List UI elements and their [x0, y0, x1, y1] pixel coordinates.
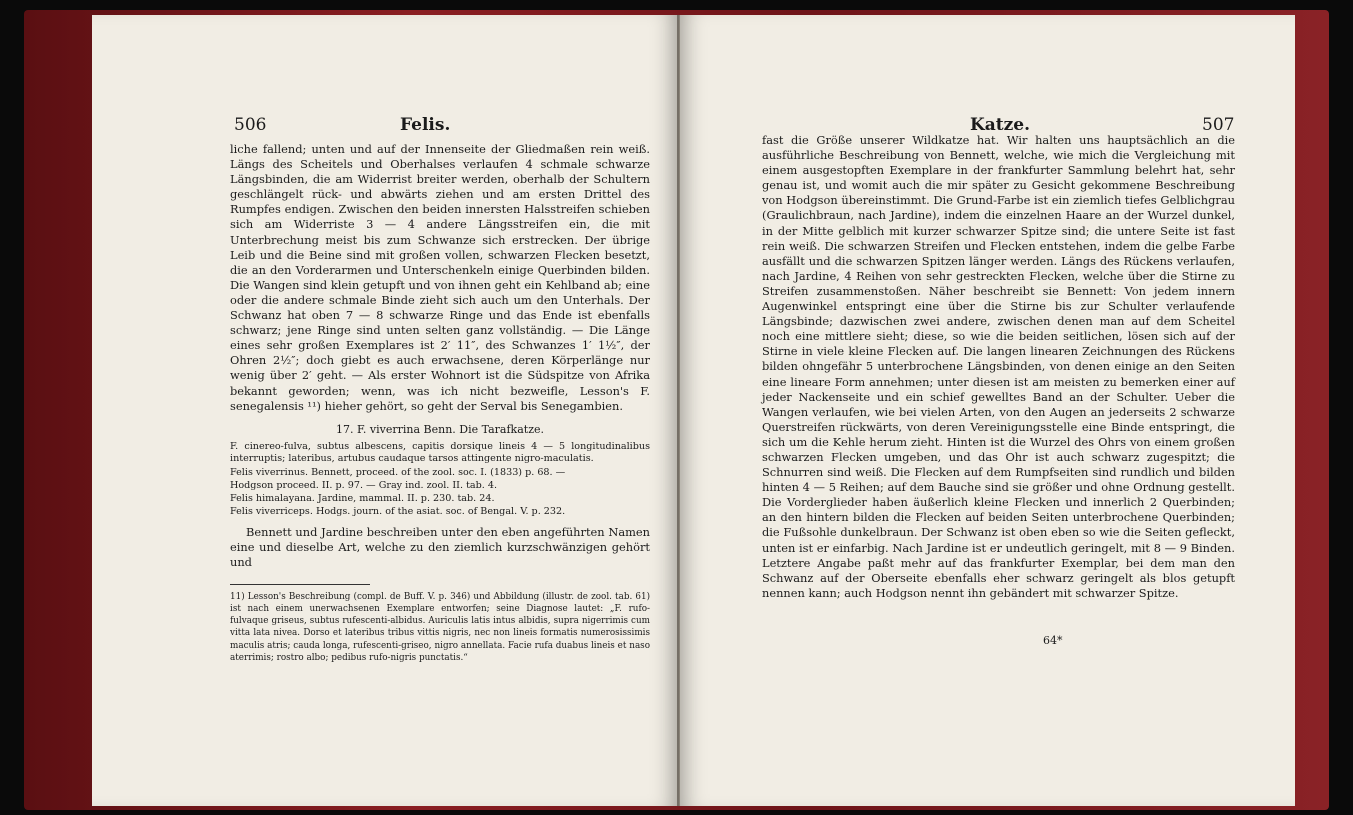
right-body: [762, 133, 1235, 601]
left-paragraph-2: Bennett und Jardine beschreiben unter den eben angeführten Namen eine und dieselbe Art, welche zu den ziemlich kurzschwänzigen gehört und: [230, 524, 650, 569]
right-running-head: Katze.: [970, 115, 1031, 135]
right-paragraph: fast die Größe unserer Wildkatze hat. Wir halten uns hauptsächlich an die ausführliche Beschreibung von Bennett, welche, wie mich die Vergleichung mit einem ausgestopften Exemplare in der frankfurter Sammlung belehrt hat, sehr genau ist, und womit auch die mir später zu Gesicht gekommene Beschreibung von Hodgson übereinstimmt. Die Grund-Farbe ist ein ziemlich tiefes Gelblichgrau (Graulichbraun, nach Jardine), indem die einzelnen Haare an der Wurzel dunkel, in der Mitte gelblich mit kurzer schwarzer Spitze sind; die untere Seite ist fast rein weiß. Die schwarzen Streifen und Flecken entstehen, indem die gelbe Farbe ausfällt und die schwarzen Spitzen länger werden. Längs des Rückens verlaufen, nach Jardine, 4 Reihen von sehr gestreckten Flecken, welche über die Stirne zu Streifen zusammenstoßen. Näher beschreibt sie Bennett: Von jedem innern Augenwinkel entspringt eine über die Stirne bis zur Schulter verlaufende Längsbinde; dazwischen zwei andere, zwischen denen man auf dem Scheitel noch eine mittlere sieht; diese, so wie die beiden seitlichen, lösen sich auf der Stirne in viele kleine Flecken auf. Die langen linearen Zeichnungen des Rückens bilden ohngefähr 5 unterbrochene Längsbinden, von denen einige an den Seiten eine lineare Form annehmen; unter diesen ist am meisten zu bemerken einer auf jeder Nackenseite und ein schief gewelltes Band an der Schulter. Ueber die Wangen verlaufen, wie bei vielen Arten, von den Augen an jederseits 2 schwarze Querstreifen rückwärts, von deren Vereinigungsstelle eine Binde entspringt, die sich um die Kehle herum zieht. Hinten ist die Wurzel des Ohrs von einem großen schwarzen Flecken umgeben, und das Ohr ist auch schwarz zugespitzt; die Schnurren sind weiß. Die Flecken auf dem Rumpfseiten sind rundlich und bilden hinten 4 — 5 Reihen; auf dem Bauche sind sie größer und ohne Ordnung gestellt. Die Vorderglieder haben äußerlich kleine Flecken und innerlich 2 Querbinden; an den hintern bilden die Flecken auf beiden Seiten unterbrochene Querbinden; die Fußsohle dunkelbraun. Der Schwanz ist oben eben so wie die Seiten gefleckt, unten ist er einfarbig. Nach Jardine ist er undeutlich geringelt, mit 8 — 9 Binden. Letztere Angabe paßt mehr auf das frankfurter Exemplar, bei dem man den Schwanz auf der Oberseite ebenfalls eher schwarz geringelt als blos getupft nennen kann; auch Hodgson nennt ihn gebändert mit schwarzer Spitze.: [762, 133, 1235, 600]
diagnosis: F. cinereo-fulva, subtus albescens, capitis dorsique lineis 4 — 5 longitudinalibus interruptis; lateribus, artubus caudaque tarsos attingente nigro-maculatis.: [230, 440, 650, 465]
footnote: 11) Lesson's Beschreibung (compl. de Buff. V. p. 346) und Abbildung (illustr. de zool. tab. 61) ist nach einem unerwachsenen Exemplare entworfen; seine Diagnose lautet: „F. rufo-fulvaque griseus, subtus rufescenti-albidus. Auriculis latis intus albidis, supra nigerrimis cum vitta lata nivea. Dorso et lateribus tribus vittis nigris, nec non lineis formatis numerosissimis maculis atris; cauda longa, rufescenti-griseo, nigro annellata. Facie rufa duabus lineis et naso aterrimis; rostro albo; pedibus rufo-nigris punctatis.“: [230, 591, 650, 663]
section-heading: 17. F. viverrina Benn. Die Tarafkatze.: [335, 422, 544, 436]
signature-mark: 64*: [1043, 634, 1063, 647]
synonym-entry: Hodgson proceed. II. p. 97. — Gray ind. zool. II. tab. 4.: [230, 479, 498, 491]
right-page-number: 507: [1202, 115, 1235, 135]
synonym-entry: Felis viverriceps. Hodgs. journ. of the asiat. soc. of Bengal. V. p. 232.: [230, 506, 566, 518]
synonym-entry: Felis himalayana. Jardine, mammal. II. p. 230. tab. 24.: [230, 493, 495, 505]
left-page: [92, 15, 677, 806]
synonym-list: [230, 466, 650, 519]
left-body: [230, 142, 650, 664]
right-page: [680, 15, 1295, 806]
synonym-entry: Felis viverrinus. Bennett, proceed. of the zool. soc. I. (1833) p. 68. —: [230, 466, 566, 478]
left-page-number: 506: [234, 115, 267, 135]
left-running-head: Felis.: [400, 115, 451, 135]
left-paragraph-1: liche fallend; unten und auf der Innenseite der Gliedmaßen rein weiß. Längs des Scheitels und Oberhalses verlaufen 4 schmale schwarze Längsbinden, die am Widerrist breiter werden, oberhalb der Schultern geschlängelt rück- und abwärts ziehen und am ersten Drittel des Rumpfes endigen. Zwischen den beiden innersten Halsstreifen schieben sich am Widerriste 3 — 4 andere Längsstreifen ein, die mit Unterbrechung meist bis zum Schwanze sich erstrecken. Der übrige Leib und die Beine sind mit großen vollen, schwarzen Flecken besetzt, die an den Vorderarmen und Unterschenkeln einige Querbinden bilden. Die Wangen sind klein getupft und von ihnen geht ein Kehlband ab; eine oder die andere schmale Binde zieht sich auch um den Unterhals. Der Schwanz hat oben 7 — 8 schwarze Ringe und das Ende ist ebenfalls schwarz; jene Ringe sind unten selten ganz vollständig. — Die Länge eines sehr großen Exemplares ist 2′ 11″, des Schwanzes 1′ 1½″, der Ohren 2½″; doch giebt es auch erwachsene, deren Körperlänge nur wenig über 2′ geht. — Als erster Wohnort ist die Südspitze von Afrika bekannt geworden; wenn, was ich nicht bezweifle, Lesson's F. senegalensis ¹¹) hieher gehört, so geht der Serval bis Senegambien.: [230, 142, 650, 413]
footnote-rule: [230, 584, 370, 585]
